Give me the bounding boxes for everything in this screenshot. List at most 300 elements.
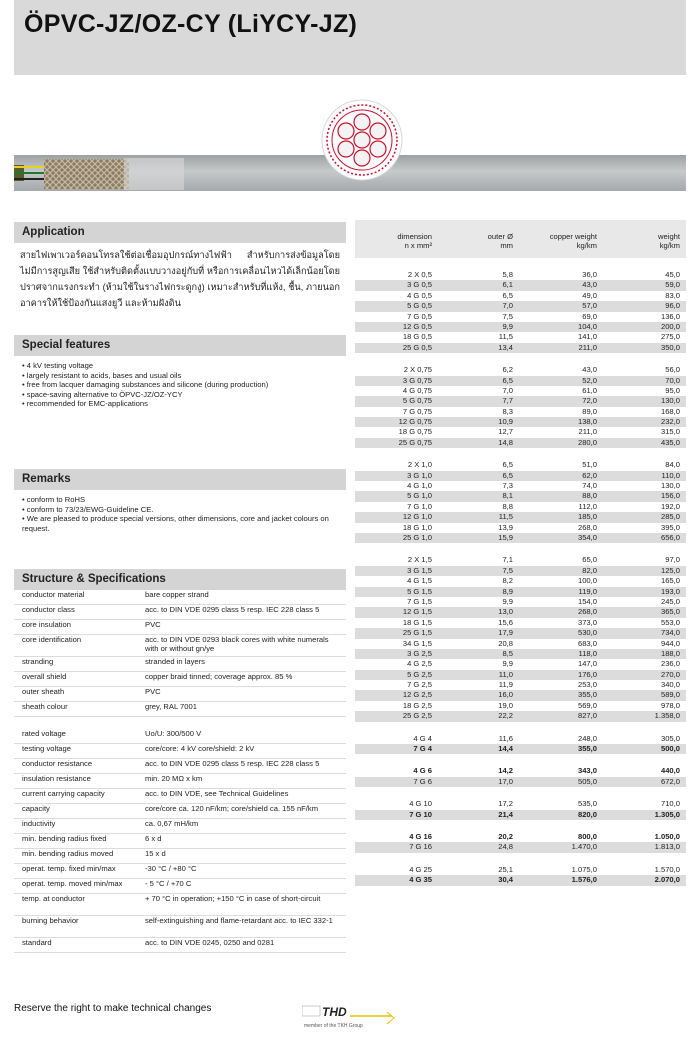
list-item: • conform to RoHS xyxy=(22,495,338,505)
table-row xyxy=(355,502,686,512)
table-row xyxy=(355,649,686,659)
cell-copper-weight: 800,0 xyxy=(577,831,597,841)
cell-dimension: 4 G 25 xyxy=(409,864,432,874)
table-row xyxy=(355,427,686,437)
spec-row xyxy=(14,819,346,834)
cell-dimension: 12 G 1,5 xyxy=(402,607,432,617)
cell-dimension: 12 G 2,5 xyxy=(402,690,432,700)
cell-copper-weight: 61,0 xyxy=(582,385,597,395)
cell-outer-diameter: 14,8 xyxy=(498,437,513,447)
table-row xyxy=(355,690,686,700)
cell-weight: 192,0 xyxy=(660,501,680,511)
header-copper-label: copper weight xyxy=(549,232,597,241)
spec-value: PVC xyxy=(137,620,346,635)
cell-outer-diameter: 22,2 xyxy=(498,711,513,721)
cell-copper-weight: 89,0 xyxy=(582,406,597,416)
spec-row xyxy=(14,759,346,774)
table-row xyxy=(355,607,686,617)
list-item: • conform to 73/23/EWG-Guideline CE. xyxy=(22,505,338,515)
table-row xyxy=(355,471,686,481)
table-group-gap xyxy=(355,448,686,460)
spec-value: acc. to DIN VDE, see Technical Guidelines xyxy=(137,789,346,804)
cell-weight: 136,0 xyxy=(660,311,680,321)
cell-weight: 156,0 xyxy=(660,491,680,501)
cell-dimension: 12 G 0,75 xyxy=(398,417,432,427)
cell-copper-weight: 569,0 xyxy=(577,700,597,710)
cell-dimension: 5 G 0,5 xyxy=(407,301,432,311)
table-row xyxy=(355,523,686,533)
spec-value: self-extinguishing and flame-retardant acc. to IEC 332-1 xyxy=(137,916,346,938)
table-row xyxy=(355,396,686,406)
table-row xyxy=(355,842,686,852)
cell-outer-diameter: 5,8 xyxy=(502,270,513,279)
cell-dimension: 4 G 1,5 xyxy=(407,576,432,586)
table-group-gap xyxy=(355,543,686,555)
cell-outer-diameter: 7,3 xyxy=(502,481,513,491)
cell-copper-weight: 43,0 xyxy=(582,280,597,290)
spec-value: bare copper strand xyxy=(137,590,346,605)
cell-copper-weight: 354,0 xyxy=(577,532,597,542)
cell-copper-weight: 535,0 xyxy=(577,799,597,809)
cell-outer-diameter: 6,5 xyxy=(502,470,513,480)
cell-outer-diameter: 8,2 xyxy=(502,576,513,586)
cell-dimension: 34 G 1,5 xyxy=(402,638,432,648)
table-row xyxy=(355,597,686,607)
application-text: สายไฟเพาเวอร์คอนโทรลใช้ต่อเชื่อมอุปกรณ์ทางไฟฟ้า สำหรับการส่งข้อมูลโดยไม่มีการสูญเสีย ใช้สำหรับติดตั้งแบบวางอยู่กับที่ หรือการเคลื่อนไหวได้เล็กน้อยโดยปราศจากแรงกระทำ (ห้ามใช้ในรางไฟกระดูกงู) เหมาะสำหรับที่แห้ง, ชื้น, ภายนอกอาคารให้ใช้ป้องกันแสงยูวี และห้ามฝังดิน xyxy=(20,250,340,308)
spec-row xyxy=(14,605,346,620)
cell-copper-weight: 119,0 xyxy=(578,586,597,596)
spec-key: conductor resistance xyxy=(14,759,137,774)
cell-weight: 59,0 xyxy=(665,280,680,290)
table-row xyxy=(355,639,686,649)
cell-weight: 245,0 xyxy=(660,596,680,606)
header-copper-unit: kg/km xyxy=(576,241,597,250)
features-list xyxy=(14,356,346,414)
cell-dimension: 7 G 10 xyxy=(409,809,432,819)
table-row xyxy=(355,365,686,375)
spec-value: acc. to DIN VDE 0245, 0250 and 0281 xyxy=(137,938,346,953)
spec-value: grey, RAL 7001 xyxy=(137,702,346,717)
cell-copper-weight: 65,0 xyxy=(582,555,597,565)
cell-copper-weight: 211,0 xyxy=(578,427,597,437)
table-group-gap xyxy=(355,820,686,832)
cell-weight: 130,0 xyxy=(660,396,680,406)
spec-value: acc. to DIN VDE 0295 class 5 resp. IEC 228 class 5 xyxy=(137,759,346,774)
cell-outer-diameter: 11,5 xyxy=(498,512,513,522)
spec-value: acc. to DIN VDE 0295 class 5 resp. IEC 228 class 5 xyxy=(137,605,346,620)
spec-key: conductor class xyxy=(14,605,137,620)
cell-outer-diameter: 8,1 xyxy=(502,491,513,501)
list-item: • free from lacquer damaging substances and silicone (during production) xyxy=(22,380,338,390)
application-section xyxy=(14,222,346,315)
cell-outer-diameter: 16,0 xyxy=(498,690,513,700)
spec-key: outer sheath xyxy=(14,687,137,702)
cell-dimension: 7 G 0,75 xyxy=(402,406,432,416)
cell-copper-weight: 176,0 xyxy=(577,669,597,679)
cell-copper-weight: 57,0 xyxy=(582,301,597,311)
cell-outer-diameter: 9,9 xyxy=(502,321,513,331)
cell-weight: 232,0 xyxy=(660,417,680,427)
cell-copper-weight: 355,0 xyxy=(577,744,597,754)
table-row xyxy=(355,386,686,396)
cell-dimension: 4 G 35 xyxy=(409,875,432,885)
footer-note: Reserve the right to make technical changes xyxy=(14,1003,212,1014)
cell-outer-diameter: 14,2 xyxy=(498,766,513,776)
cell-dimension: 7 G 16 xyxy=(409,842,432,852)
cell-dimension: 7 G 1,0 xyxy=(407,501,432,511)
cell-weight: 553,0 xyxy=(660,617,680,627)
cell-copper-weight: 827,0 xyxy=(577,711,597,721)
cell-weight: 56,0 xyxy=(665,365,680,375)
table-row xyxy=(355,566,686,576)
table-row xyxy=(355,533,686,543)
cell-outer-diameter: 8,8 xyxy=(502,501,513,511)
table-row xyxy=(355,810,686,820)
cell-outer-diameter: 7,0 xyxy=(502,301,513,311)
table-row xyxy=(355,628,686,638)
spec-key: operat. temp. moved min/max xyxy=(14,879,137,894)
spec-value: acc. to DIN VDE 0293 black cores with white numerals with or without gn/ye xyxy=(137,635,346,657)
spec-row xyxy=(14,834,346,849)
cell-outer-diameter: 11,0 xyxy=(498,669,513,679)
structure-section xyxy=(14,569,346,953)
cell-dimension: 2 X 1,0 xyxy=(407,460,432,470)
table-row xyxy=(355,376,686,386)
cell-copper-weight: 253,0 xyxy=(577,680,597,690)
spec-value: - 5 °C / +70 C xyxy=(137,879,346,894)
cell-dimension: 12 G 0,5 xyxy=(402,321,432,331)
cell-outer-diameter: 7,5 xyxy=(502,565,513,575)
header-dimension xyxy=(355,232,432,250)
cell-outer-diameter: 20,2 xyxy=(498,831,513,841)
cell-dimension: 7 G 6 xyxy=(413,776,432,786)
cable-illustration xyxy=(14,95,686,205)
cell-weight: 435,0 xyxy=(660,437,680,447)
cell-copper-weight: 1.576,0 xyxy=(571,875,597,885)
spec-row xyxy=(14,744,346,759)
table-row xyxy=(355,744,686,754)
cell-dimension: 25 G 0,5 xyxy=(402,342,432,352)
spec-key: rated voltage xyxy=(14,729,137,744)
cell-dimension: 4 G 10 xyxy=(409,799,432,809)
cell-weight: 672,0 xyxy=(660,776,680,786)
spec-row xyxy=(14,916,346,938)
cell-weight: 350,0 xyxy=(660,342,680,352)
cell-copper-weight: 154,0 xyxy=(577,596,597,606)
cell-outer-diameter: 13,4 xyxy=(498,342,513,352)
spec-key: overall shield xyxy=(14,672,137,687)
cell-weight: 978,0 xyxy=(660,700,680,710)
cell-weight: 96,0 xyxy=(665,301,680,311)
spec-value: ca. 0,67 mH/km xyxy=(137,819,346,834)
cell-dimension: 3 G 1,0 xyxy=(407,470,432,480)
cell-outer-diameter: 15,6 xyxy=(498,617,513,627)
cell-weight: 188,0 xyxy=(660,648,680,658)
cell-outer-diameter: 17,0 xyxy=(498,776,513,786)
spec-key: min. bending radius moved xyxy=(14,849,137,864)
cell-copper-weight: 141,0 xyxy=(577,332,597,342)
table-row xyxy=(355,587,686,597)
table-row xyxy=(355,481,686,491)
header-copper xyxy=(515,232,597,250)
cell-dimension: 4 G 0,75 xyxy=(402,385,432,395)
cell-outer-diameter: 10,9 xyxy=(498,417,513,427)
cell-copper-weight: 138,0 xyxy=(577,417,597,427)
cell-copper-weight: 51,0 xyxy=(582,460,597,470)
cell-copper-weight: 211,0 xyxy=(578,342,597,352)
spec-key: current carrying capacity xyxy=(14,789,137,804)
cell-outer-diameter: 9,9 xyxy=(502,659,513,669)
spec-value: core/core ca. 120 nF/km; core/shield ca. 155 nF/km xyxy=(137,804,346,819)
cell-outer-diameter: 7,0 xyxy=(502,385,513,395)
spec-key: inductivity xyxy=(14,819,137,834)
cell-weight: 200,0 xyxy=(660,321,680,331)
table-row xyxy=(355,312,686,322)
table-row xyxy=(355,301,686,311)
table-row xyxy=(355,670,686,680)
cell-weight: 1.358,0 xyxy=(654,711,680,721)
cell-weight: 45,0 xyxy=(665,270,680,279)
cell-copper-weight: 62,0 xyxy=(582,470,597,480)
cell-outer-diameter: 24,8 xyxy=(498,842,513,852)
spec-value xyxy=(137,717,346,730)
table-row xyxy=(355,875,686,885)
cell-weight: 168,0 xyxy=(660,406,680,416)
spec-row xyxy=(14,672,346,687)
table-row xyxy=(355,555,686,565)
table-row xyxy=(355,734,686,744)
list-item: • 4 kV testing voltage xyxy=(22,361,338,371)
svg-text:THD: THD xyxy=(322,1005,347,1019)
cell-weight: 710,0 xyxy=(660,799,680,809)
cell-copper-weight: 248,0 xyxy=(577,733,597,743)
cell-outer-diameter: 30,4 xyxy=(498,875,513,885)
cell-dimension: 4 G 16 xyxy=(409,831,432,841)
cell-weight: 440,0 xyxy=(660,766,680,776)
spec-key: standard xyxy=(14,938,137,953)
cell-weight: 1.050,0 xyxy=(654,831,680,841)
cell-outer-diameter: 17,9 xyxy=(498,628,513,638)
cell-dimension: 25 G 1,5 xyxy=(402,628,432,638)
spec-value: copper braid tinned; coverage approx. 85 % xyxy=(137,672,346,687)
cell-outer-diameter: 12,7 xyxy=(498,427,513,437)
table-row xyxy=(355,777,686,787)
cell-weight: 1.305,0 xyxy=(654,809,680,819)
spec-row xyxy=(14,590,346,605)
cell-outer-diameter: 7,7 xyxy=(502,396,513,406)
header-weight xyxy=(600,232,680,250)
table-row xyxy=(355,460,686,470)
spec-value: stranded in layers xyxy=(137,657,346,672)
cell-copper-weight: 373,0 xyxy=(577,617,597,627)
cell-dimension: 18 G 2,5 xyxy=(402,700,432,710)
cell-outer-diameter: 11,9 xyxy=(498,680,513,690)
table-row xyxy=(355,799,686,809)
cell-weight: 285,0 xyxy=(660,512,680,522)
cell-weight: 340,0 xyxy=(660,680,680,690)
remarks-section xyxy=(14,469,346,538)
spec-row xyxy=(14,774,346,789)
table-row xyxy=(355,407,686,417)
cell-dimension: 3 G 0,75 xyxy=(402,375,432,385)
header-outer-unit: mm xyxy=(500,241,513,250)
cell-dimension: 18 G 1,5 xyxy=(402,617,432,627)
spec-row xyxy=(14,702,346,717)
spec-value: 15 x d xyxy=(137,849,346,864)
cell-outer-diameter: 7,1 xyxy=(502,555,513,565)
cell-copper-weight: 268,0 xyxy=(577,522,597,532)
header-outer xyxy=(435,232,513,250)
table-row xyxy=(355,438,686,448)
spec-row xyxy=(14,635,346,657)
cell-dimension: 3 G 0,5 xyxy=(407,280,432,290)
spec-row xyxy=(14,938,346,953)
cell-weight: 656,0 xyxy=(660,532,680,542)
cell-weight: 275,0 xyxy=(660,332,680,342)
features-heading: Special features xyxy=(14,335,346,356)
list-item: • recommended for EMC-applications xyxy=(22,399,338,409)
cell-copper-weight: 112,0 xyxy=(578,501,597,511)
spec-row xyxy=(14,687,346,702)
cell-copper-weight: 43,0 xyxy=(582,365,597,375)
cell-outer-diameter: 17,2 xyxy=(498,799,513,809)
cell-copper-weight: 280,0 xyxy=(577,437,597,447)
cell-outer-diameter: 8,5 xyxy=(502,648,513,658)
cell-weight: 500,0 xyxy=(660,744,680,754)
table-group-gap xyxy=(355,722,686,734)
cell-copper-weight: 1.075,0 xyxy=(571,864,597,874)
spec-value: min. 20 MΩ x km xyxy=(137,774,346,789)
table-group-gap xyxy=(355,353,686,365)
table-row xyxy=(355,680,686,690)
cell-copper-weight: 74,0 xyxy=(582,481,597,491)
spec-table xyxy=(14,590,346,953)
cell-copper-weight: 82,0 xyxy=(582,565,597,575)
table-row xyxy=(355,491,686,501)
spec-key xyxy=(14,717,137,730)
spec-key: burning behavior xyxy=(14,916,137,938)
spec-value: PVC xyxy=(137,687,346,702)
cell-outer-diameter: 6,2 xyxy=(502,365,513,375)
table-group-gap xyxy=(355,754,686,766)
cell-weight: 193,0 xyxy=(660,586,680,596)
table-row xyxy=(355,270,686,280)
table-row xyxy=(355,280,686,290)
cell-copper-weight: 118,0 xyxy=(578,648,597,658)
cell-outer-diameter: 6,1 xyxy=(502,280,513,290)
cell-dimension: 4 G 1,0 xyxy=(407,481,432,491)
cell-dimension: 12 G 1,0 xyxy=(402,512,432,522)
cell-outer-diameter: 20,8 xyxy=(498,638,513,648)
spec-row xyxy=(14,849,346,864)
spec-key: stranding xyxy=(14,657,137,672)
header-weight-label: weight xyxy=(658,232,680,241)
spec-value: + 70 °C in operation; +150 °C in case of short-circuit xyxy=(137,894,346,916)
cell-copper-weight: 88,0 xyxy=(582,491,597,501)
spec-row xyxy=(14,717,346,730)
cell-weight: 165,0 xyxy=(660,576,680,586)
cell-copper-weight: 49,0 xyxy=(582,290,597,300)
header-dimension-unit: n x mm² xyxy=(404,241,432,250)
table-header xyxy=(355,220,686,258)
spec-key: insulation resistance xyxy=(14,774,137,789)
cell-outer-diameter: 13,9 xyxy=(498,522,513,532)
header-weight-unit: kg/km xyxy=(659,241,680,250)
list-item: • We are pleased to produce special versions, other dimensions, core and jacket colours on request. xyxy=(22,514,338,533)
cell-outer-diameter: 9,9 xyxy=(502,596,513,606)
cell-weight: 95,0 xyxy=(665,385,680,395)
table-row xyxy=(355,332,686,342)
cell-weight: 1.813,0 xyxy=(654,842,680,852)
cell-copper-weight: 820,0 xyxy=(577,809,597,819)
spec-key: conductor material xyxy=(14,590,137,605)
cell-copper-weight: 343,0 xyxy=(577,766,597,776)
table-row xyxy=(355,343,686,353)
spec-value: core/core: 4 kV core/shield: 2 kV xyxy=(137,744,346,759)
cell-dimension: 18 G 1,0 xyxy=(402,522,432,532)
table-group-gap xyxy=(355,258,686,270)
table-row xyxy=(355,576,686,586)
spec-row xyxy=(14,864,346,879)
spec-key: core identification xyxy=(14,635,137,657)
cell-dimension: 7 G 2,5 xyxy=(407,680,432,690)
table-row xyxy=(355,865,686,875)
list-item: • largely resistant to acids, bases and usual oils xyxy=(22,371,338,381)
title-bar xyxy=(14,0,686,75)
table-group-gap xyxy=(355,853,686,865)
cell-dimension: 7 G 0,5 xyxy=(407,311,432,321)
cell-weight: 130,0 xyxy=(660,481,680,491)
structure-heading: Structure & Specifications xyxy=(14,569,346,590)
cell-weight: 2.070,0 xyxy=(654,875,680,885)
cell-dimension: 4 G 0,5 xyxy=(407,290,432,300)
cell-dimension: 25 G 2,5 xyxy=(402,711,432,721)
cell-weight: 1.570,0 xyxy=(654,864,680,874)
cell-outer-diameter: 6,5 xyxy=(502,290,513,300)
cell-dimension: 2 X 0,5 xyxy=(407,270,432,279)
spec-row xyxy=(14,657,346,672)
header-outer-label: outer Ø xyxy=(487,232,513,241)
cell-copper-weight: 268,0 xyxy=(577,607,597,617)
cell-weight: 70,0 xyxy=(665,375,680,385)
spec-row xyxy=(14,894,346,916)
cell-dimension: 7 G 1,5 xyxy=(407,596,432,606)
cell-dimension: 5 G 1,0 xyxy=(407,491,432,501)
cell-copper-weight: 530,0 xyxy=(577,628,597,638)
spec-key: operat. temp. fixed min/max xyxy=(14,864,137,879)
cell-dimension: 3 G 2,5 xyxy=(407,648,432,658)
spec-value: -30 °C / +80 °C xyxy=(137,864,346,879)
cell-weight: 84,0 xyxy=(665,460,680,470)
table-row xyxy=(355,417,686,427)
cell-dimension: 2 X 1,5 xyxy=(407,555,432,565)
svg-text:member of the TKH Group: member of the TKH Group xyxy=(304,1023,363,1029)
spec-key: capacity xyxy=(14,804,137,819)
features-section xyxy=(14,335,346,414)
cell-dimension: 25 G 0,75 xyxy=(398,437,432,447)
spec-row xyxy=(14,789,346,804)
cell-dimension: 4 G 4 xyxy=(413,733,432,743)
table-row xyxy=(355,766,686,776)
cell-weight: 305,0 xyxy=(660,733,680,743)
table-row xyxy=(355,512,686,522)
cell-weight: 315,0 xyxy=(660,427,680,437)
spec-key: sheath colour xyxy=(14,702,137,717)
cell-weight: 734,0 xyxy=(660,628,680,638)
cell-dimension: 5 G 1,5 xyxy=(407,586,432,596)
cell-weight: 110,0 xyxy=(661,470,680,480)
cell-weight: 944,0 xyxy=(660,638,680,648)
